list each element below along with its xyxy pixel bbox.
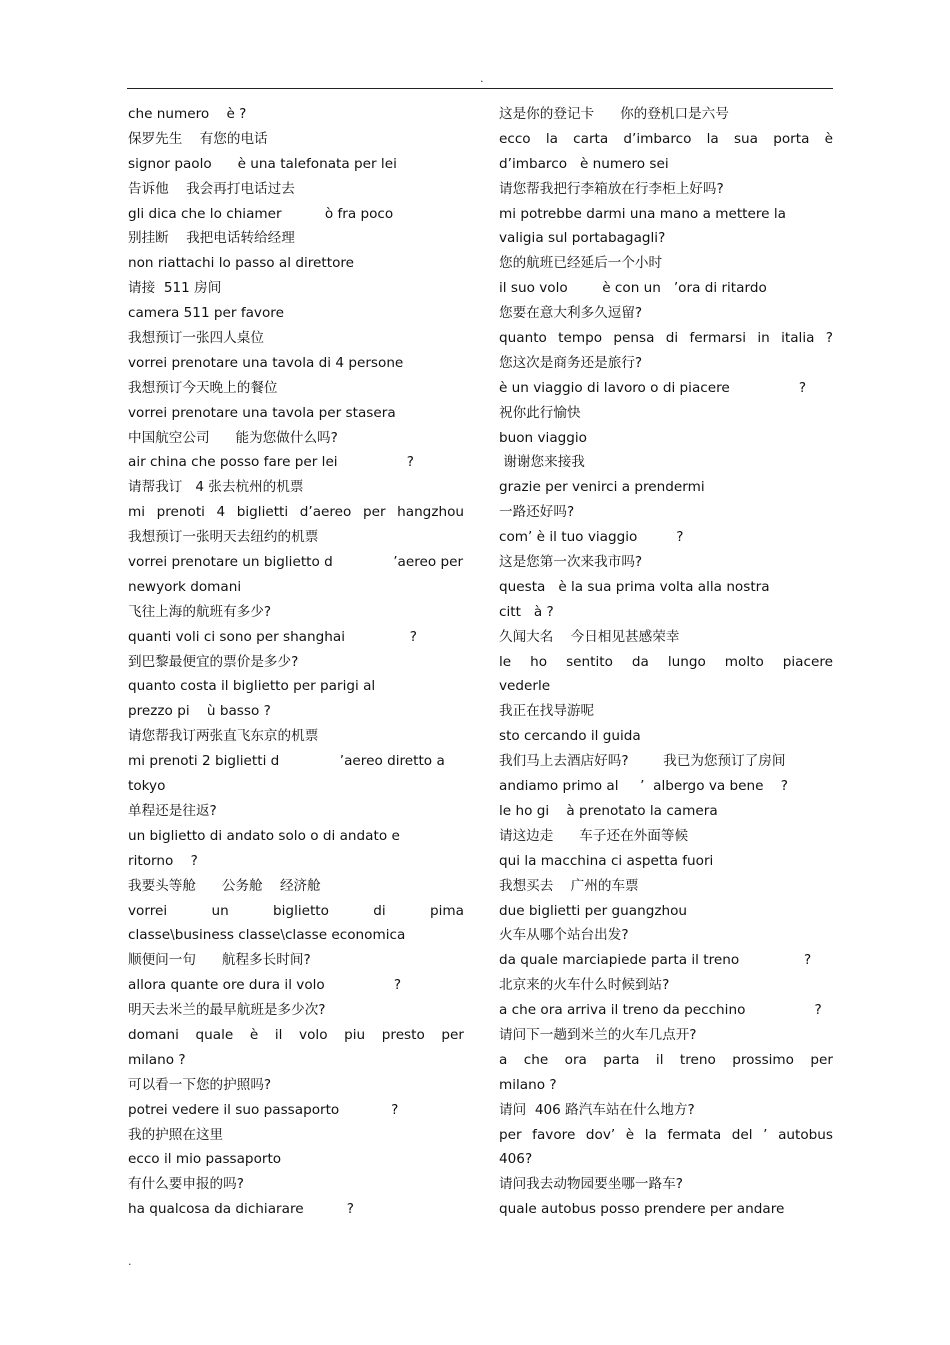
text-line: questa è la sua prima volta alla nostra [499,578,770,595]
text-line: che numero è ? [128,106,247,122]
header-rule [127,88,833,89]
text-line: 保罗先生 有您的电话 [128,130,268,147]
text-line: a che ora arriva il treno da pecchino ? [499,1002,822,1019]
text-line: 顺便问一句 航程多长时间? [128,952,311,969]
text-line: ha qualcosa da dichiarare ? [128,1201,355,1218]
text-line: 谢谢您来接我 [499,454,585,471]
text-line: per favore dov’ è la fermata del ’ autobus [499,1126,833,1143]
text-line: le ho sentito da lungo molto piacere [499,653,833,670]
right-column [499,102,833,1222]
text-line: le ho gi à prenotato la camera [499,802,718,819]
text-line: milano ? [499,1076,557,1093]
text-line: da quale marciapiede parta il treno ? [499,952,812,969]
text-line: 请您帮我把行李箱放在行李柜上好吗? [499,180,724,197]
text-line: 请问下一趟到米兰的火车几点开? [499,1026,697,1043]
text-line: 您这次是商务还是旅行? [499,354,643,371]
text-line: 别挂断 我把电话转给经理 [128,230,295,247]
text-line: 这是你的登记卡 你的登机口是六号 [499,106,729,122]
text-line: mi prenoti 4 biglietti d’aereo per hangzhou [128,504,464,521]
text-line: sto cercando il guida [499,728,641,745]
text-line: 单程还是往返? [128,802,217,819]
text-line: andiamo primo al ’ albergo va bene ? [499,778,788,795]
text-line: un biglietto di andato solo o di andato e [128,827,400,844]
text-line: 中国航空公司 能为您做什么吗? [128,429,338,446]
text-line: 这是您第一次来我市吗? [499,554,643,571]
text-line: citt à ? [499,603,554,620]
text-line: domani quale è il volo piu presto per [128,1026,464,1043]
text-line: 请问 406 路汽车站在什么地方? [499,1101,695,1118]
text-line: potrei vedere il suo passaporto ? [128,1101,399,1118]
text-line: vorrei prenotare un biglietto d ’aereo per [128,554,464,571]
footer-dot: . [128,1255,132,1268]
text-line: 请帮我订 4 张去杭州的机票 [128,479,304,496]
text-line: 久闻大名 今日相见甚感荣幸 [499,628,680,645]
text-line: tokyo [128,778,166,795]
text-line: mi prenoti 2 biglietti d ’aereo diretto a [128,753,445,770]
text-line: grazie per venirci a prendermi [499,479,705,496]
text-line: 请问我去动物园要坐哪一路车? [499,1176,683,1193]
text-line: quanto costa il biglietto per parigi al [128,678,376,695]
text-line: air china che posso fare per lei ? [128,454,414,471]
text-line: 祝你此行愉快 [499,404,581,421]
text-line: vorrei prenotare una tavola per stasera [128,404,396,421]
header-dot: . [480,72,484,85]
text-line: 明天去米兰的最早航班是多少次? [128,1002,326,1019]
text-line: 我正在找导游呢 [499,703,595,720]
left-column [128,102,464,1222]
text-line: vorrei prenotare una tavola di 4 persone [128,354,404,371]
text-line: 我想预订今天晚上的餐位 [128,379,278,396]
text-line: 您要在意大利多久逗留? [499,305,643,322]
text-line: d’imbarco è numero sei [499,155,669,172]
text-line: allora quante ore dura il volo ? [128,977,402,994]
text-line: gli dica che lo chiamer ò fra poco [128,205,394,222]
text-line: buon viaggio [499,429,588,446]
text-line: vederle [499,678,551,695]
text-line: 我想预订一张明天去纽约的机票 [128,529,319,546]
text-line: vorrei un biglietto di pima [128,902,464,919]
text-line: 火车从哪个站台出发? [499,927,629,944]
text-line: 飞往上海的航班有多少? [128,603,272,620]
text-line: 您的航班已经延后一个小时 [499,255,663,272]
text-line: newyork domani [128,578,242,595]
text-line: 可以看一下您的护照吗? [128,1076,272,1093]
text-line: il suo volo è con un ’ora di ritardo [499,280,767,297]
text-line: 一路还好吗? [499,504,575,521]
text-line: classe\business classe\classe economica [128,927,406,944]
text-line: 我的护照在这里 [128,1126,224,1143]
text-line: 我们马上去酒店好吗? 我已为您预订了房间 [499,753,786,770]
text-line: qui la macchina ci aspetta fuori [499,852,714,869]
text-line: 告诉他 我会再打电话过去 [128,180,295,197]
text-line: a che ora parta il treno prossimo per [499,1051,833,1068]
text-line: valigia sul portabagagli? [499,230,666,247]
text-line: due biglietti per guangzhou [499,902,688,919]
text-line: quanto tempo pensa di fermarsi in italia ? [499,330,833,347]
text-line: com’ è il tuo viaggio ? [499,529,684,546]
text-line: 请您帮我订两张直飞东京的机票 [128,728,319,745]
text-line: ecco il mio passaporto [128,1151,282,1168]
text-line: signor paolo è una talefonata per lei [128,155,397,172]
text-line: 请接 511 房间 [128,280,222,297]
text-line: non riattachi lo passo al direttore [128,255,355,272]
text-line: quanti voli ci sono per shanghai ? [128,628,418,645]
text-line: è un viaggio di lavoro o di piacere ? [499,379,807,396]
text-line: 我要头等舱 公务舱 经济舱 [128,877,321,894]
text-line: camera 511 per favore [128,305,284,322]
text-line: 406? [499,1151,533,1168]
text-line: 有什么要申报的吗? [128,1176,244,1193]
text-line: 请这边走 车子还在外面等候 [499,827,689,844]
text-line: ecco la carta d’imbarco la sua porta è [499,130,833,147]
text-line: prezzo pi ù basso ? [128,703,271,720]
text-line: 到巴黎最便宜的票价是多少? [128,653,299,670]
text-line: ritorno ? [128,852,198,869]
text-line: mi potrebbe darmi una mano a mettere la [499,205,786,222]
text-line: 北京来的火车什么时候到站? [499,977,670,994]
text-line: milano ? [128,1051,186,1068]
text-line: quale autobus posso prendere per andare [499,1201,785,1218]
text-line: 我想买去 广州的车票 [499,877,639,894]
text-line: 我想预订一张四人桌位 [128,330,264,347]
